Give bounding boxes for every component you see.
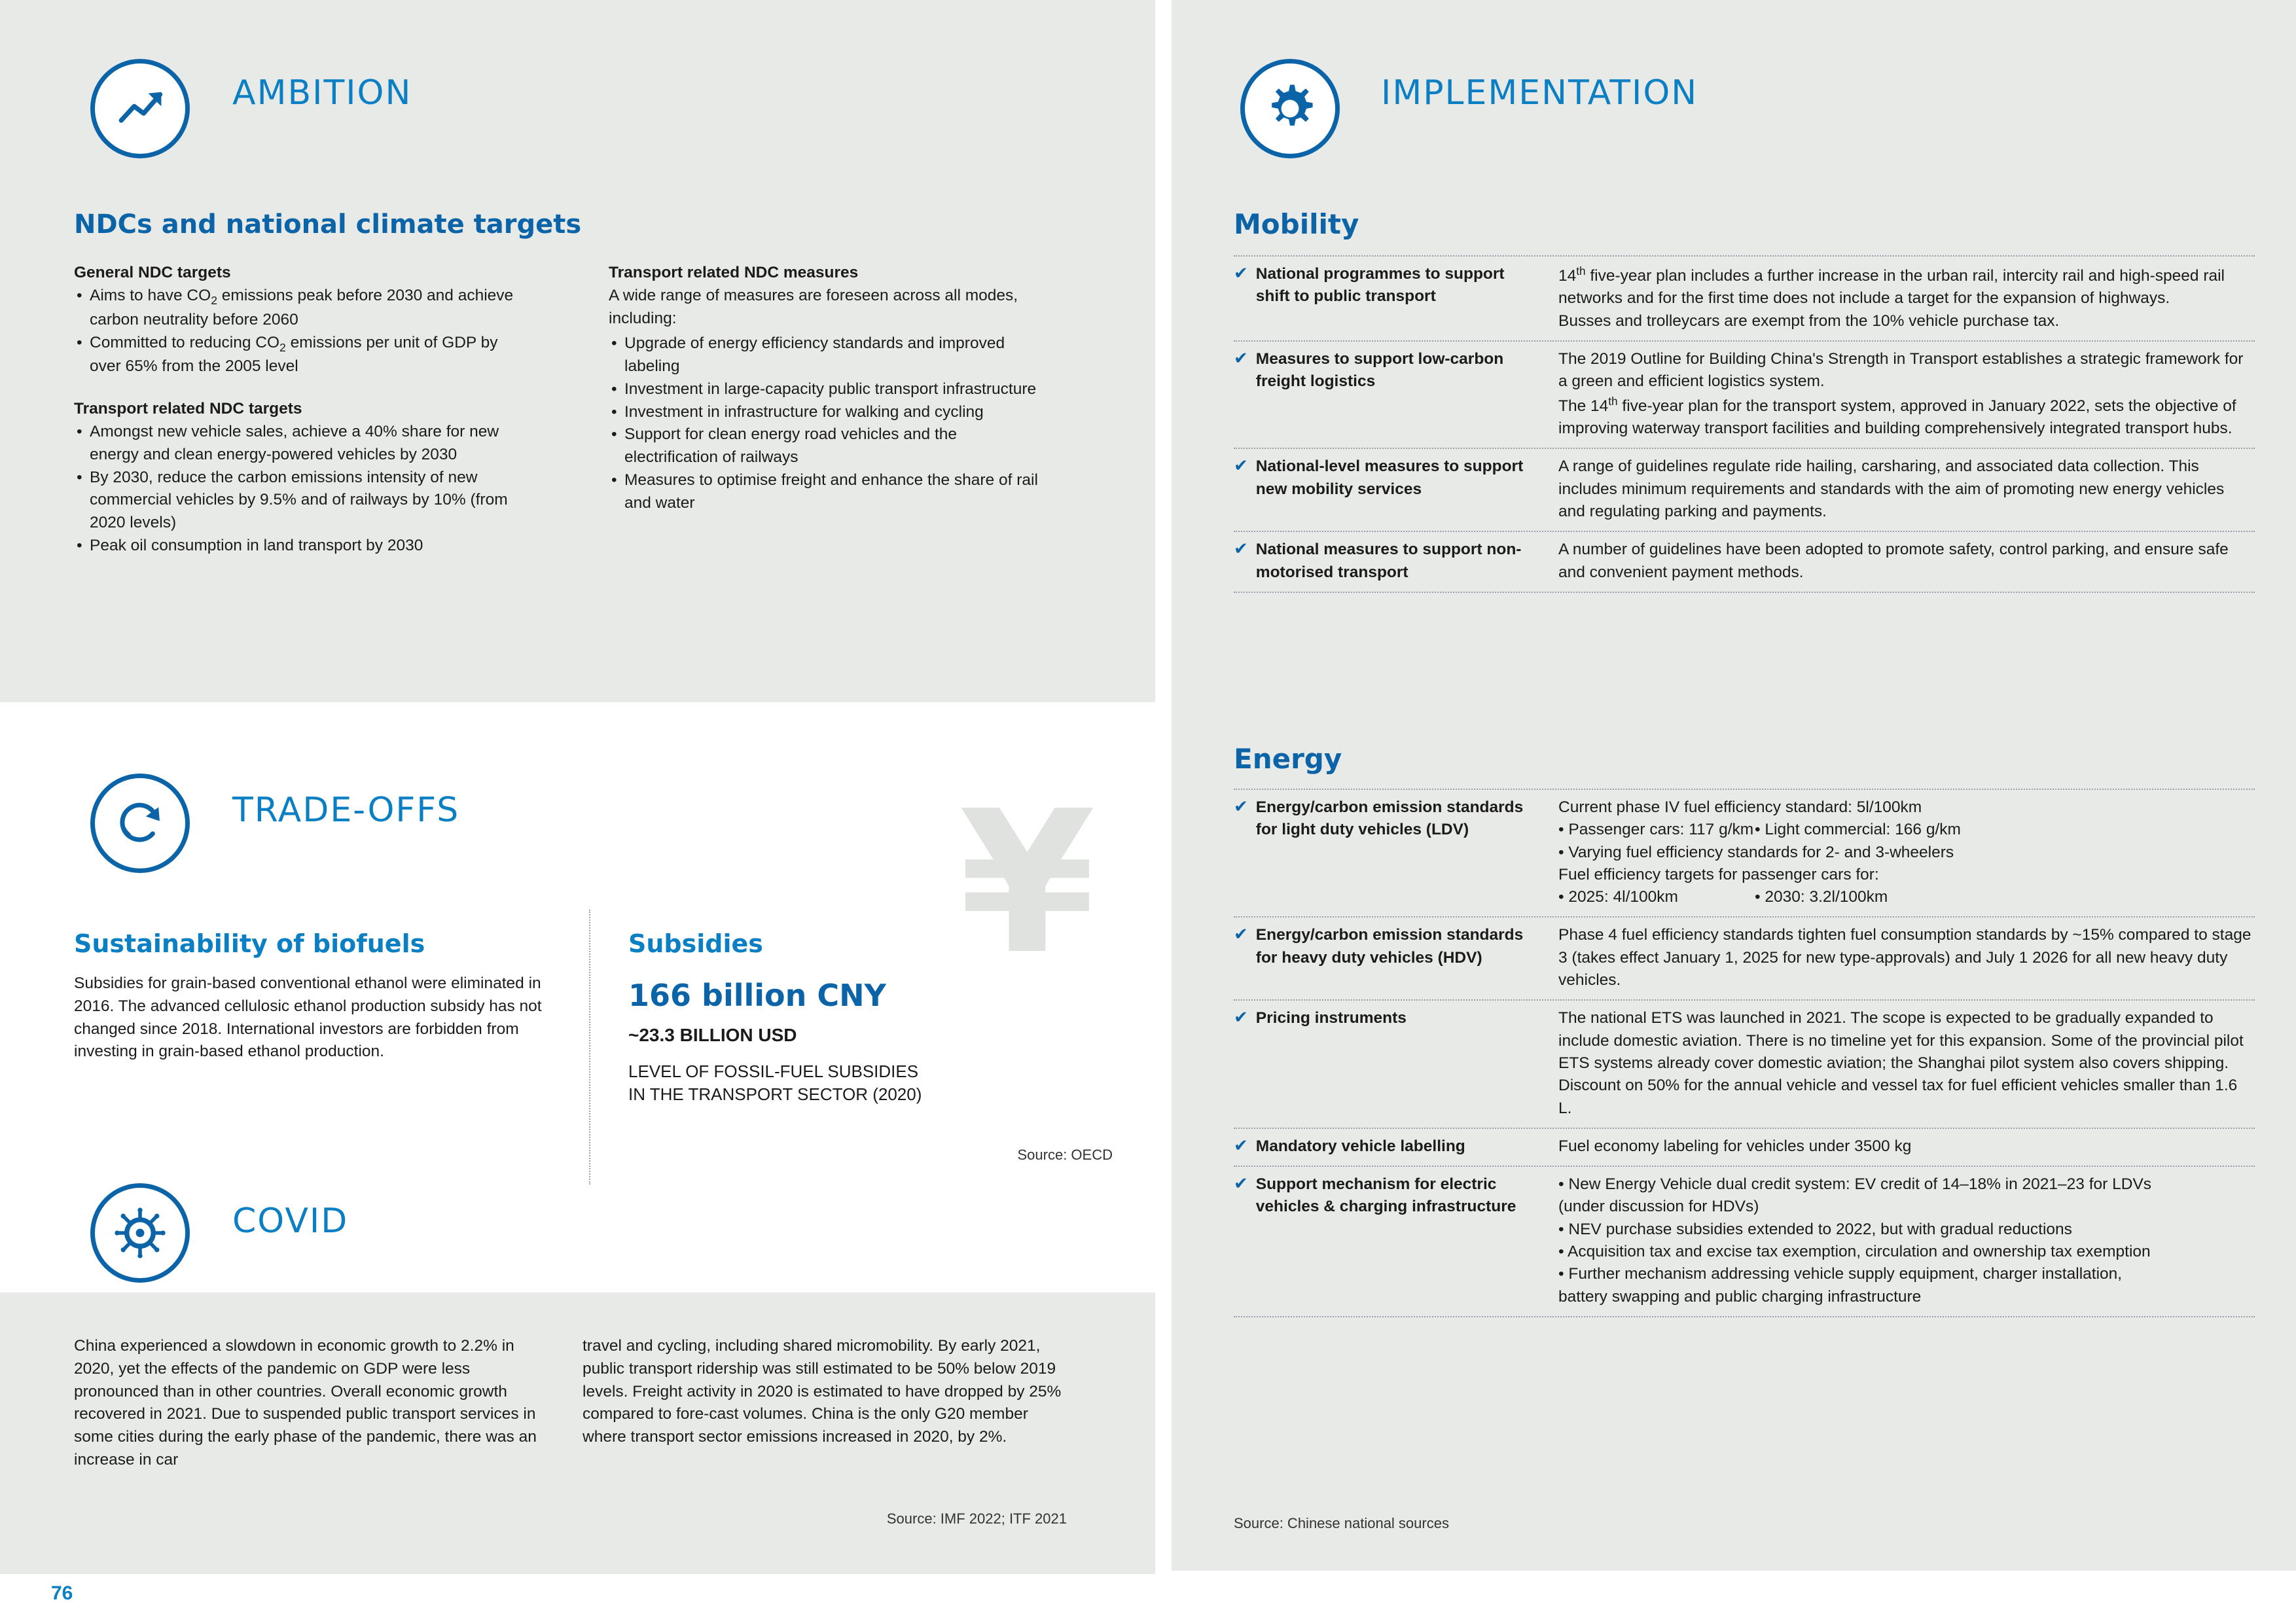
row-label-cell xyxy=(1234,539,1548,584)
row-value-cell: 14th five-year plan includes a further increase in the urban rail, intercity rail and high-speed rail networks and for the first time does not include a target for the expansion of highways. Busses and trolleycars are exempt from the 10% vehicle purchase tax. xyxy=(1558,264,2225,330)
value-line: Current phase IV fuel efficiency standard: 5l/100km xyxy=(1558,798,1922,816)
check-icon: ✔ xyxy=(1234,924,1248,944)
implementation-source: Source: Chinese national sources xyxy=(1234,1515,1449,1531)
list-item: • Upgrade of energy efficiency standards and improved labeling xyxy=(609,332,1047,378)
row-label: Mandatory vehicle labelling xyxy=(1255,1137,1465,1155)
table-row xyxy=(1234,918,2255,1001)
virus-icon xyxy=(90,1183,190,1283)
table-row xyxy=(1234,1129,2255,1167)
value-line: The national ETS was launched in 2021. The scope is expected to be gradually expanded to include domestic aviation. There is no timeline yet for this expansion. Some of the provincial pilot ETS systems already cover domestic aviation; the Shanghai pilot system also covers shipping. xyxy=(1558,1009,2244,1072)
table-row xyxy=(1234,255,2255,342)
list-item: • Committed to reducing $CO_2$ emissions per unit of GDP by over 65% from the 2005 level xyxy=(74,332,532,379)
value-line: • Further mechanism addressing vehicle supply equipment, charger installation, xyxy=(1558,1265,2123,1283)
value-line: • Varying fuel efficiency standards for 2- and 3-wheelers xyxy=(1558,843,1954,861)
row-label: Measures to support low-carbon freight logistics xyxy=(1255,350,1504,391)
check-icon: ✔ xyxy=(1234,796,1248,816)
transport-ndc-measures-label: Transport related NDC measures xyxy=(609,264,859,281)
covid-source: Source: IMF 2022; ITF 2021 xyxy=(886,1510,1067,1527)
check-icon: ✔ xyxy=(1234,539,1248,559)
general-ndc-bullets xyxy=(74,285,532,378)
subsidies-heading: Subsidies xyxy=(628,929,763,958)
check-icon: ✔ xyxy=(1234,1007,1248,1027)
value-line: • Passenger cars: 117 g/km • Light commercial: 166 g/km xyxy=(1558,821,1961,839)
row-label-cell xyxy=(1234,263,1548,332)
row-label: Energy/carbon emission standards for heavy duty vehicles (HDV) xyxy=(1255,926,1524,967)
row-label-cell xyxy=(1234,348,1548,440)
value-line: Discount on 50% for the annual vehicle and vessel tax for fuel efficient vehicles smaller than 1.6 L. xyxy=(1558,1077,2238,1117)
check-icon: ✔ xyxy=(1234,348,1248,368)
ambition-heading: NDCs and national climate targets xyxy=(74,209,582,240)
transport-ndc-targets-label: Transport related NDC targets xyxy=(74,400,302,418)
value-line: battery swapping and public charging infrastructure xyxy=(1558,1287,1922,1306)
ambition-title: AMBITION xyxy=(232,73,412,113)
right-column xyxy=(1172,0,2296,1623)
energy-table xyxy=(1234,789,2255,1317)
row-value-cell: A number of guidelines have been adopted to promote safety, control parking, and ensure safe and convenient payment methods. xyxy=(1558,541,2229,581)
page-number: 76 xyxy=(51,1582,73,1604)
row-label-cell xyxy=(1234,1007,1548,1119)
vertical-divider xyxy=(589,910,590,1185)
trend-up-arrow-icon xyxy=(90,59,190,158)
ambition-col-2 xyxy=(609,262,1047,515)
mobility-table xyxy=(1234,255,2255,593)
subsidies-caption-line1: LEVEL OF FOSSIL-FUEL SUBSIDIES xyxy=(628,1061,919,1081)
value-line: • 2025: 4l/100km • 2030: 3.2l/100km xyxy=(1558,888,1888,906)
table-row xyxy=(1234,532,2255,593)
subsidies-block xyxy=(628,929,1113,1164)
subsidies-amount: 166 billion CNY xyxy=(628,978,886,1013)
list-item: • Investment in large-capacity public transport infrastructure xyxy=(609,378,1047,401)
recycle-arrows-icon xyxy=(90,774,190,873)
row-value-cell xyxy=(1548,1173,2255,1308)
biofuels-text: Subsidies for grain-based conventional ethanol were eliminated in 2016. The advanced cellulosic ethanol production subsidy has not changed since 2018. International investors are forbidden from investing in grain-based ethanol production. xyxy=(74,974,542,1061)
check-icon: ✔ xyxy=(1234,1173,1248,1194)
subsidies-caption-line2: IN THE TRANSPORT SECTOR (2020) xyxy=(628,1084,922,1105)
biofuels-block xyxy=(74,929,552,1063)
row-value-cell: Fuel economy labeling for vehicles under 3500 kg xyxy=(1558,1137,1912,1155)
ambition-col-1 xyxy=(74,262,532,558)
check-icon: ✔ xyxy=(1234,263,1248,283)
row-label-cell xyxy=(1234,924,1548,991)
row-label-cell xyxy=(1234,1173,1548,1308)
subsidies-source: Source: OECD xyxy=(1017,1147,1113,1164)
table-row xyxy=(1234,449,2255,532)
row-value-cell: Phase 4 fuel efficiency standards tighten fuel consumption standards by ~15% compared to stage 3 (takes effect January 1, 2025 for new type-approvals) and July 1 2026 for all new heavy duty vehicles. xyxy=(1558,926,2251,990)
yen-symbol: ¥ xyxy=(959,769,1096,997)
row-value-cell xyxy=(1548,1007,2255,1119)
covid-title: COVID xyxy=(232,1202,349,1241)
list-item: • By 2030, reduce the carbon emissions intensity of new commercial vehicles by 9.5% and of railways by 10% (from 2020 levels) xyxy=(74,467,532,535)
row-label: National measures to support non-motorised transport xyxy=(1255,541,1522,581)
value-line: • Acquisition tax and excise tax exemption, circulation and ownership tax exemption xyxy=(1558,1243,2151,1261)
gear-icon xyxy=(1240,59,1340,158)
general-ndc-targets-label: General NDC targets xyxy=(74,264,231,281)
table-row xyxy=(1234,342,2255,449)
energy-heading: Energy xyxy=(1234,743,1342,775)
row-label: National programmes to support shift to public transport xyxy=(1255,265,1505,306)
implementation-title: IMPLEMENTATION xyxy=(1381,73,1698,113)
row-label: Support mechanism for electric vehicles & charging infrastructure xyxy=(1255,1175,1516,1216)
list-item: • Amongst new vehicle sales, achieve a 40% share for new energy and clean energy-powered vehicles by 2030 xyxy=(74,421,532,467)
mobility-heading: Mobility xyxy=(1234,208,1359,240)
row-label: National-level measures to support new mobility services xyxy=(1255,457,1524,498)
value-line: Fuel efficiency targets for passenger cars for: xyxy=(1558,865,1879,883)
table-row xyxy=(1234,1167,2255,1317)
covid-text-col1: China experienced a slowdown in economic growth to 2.2% in 2020, yet the effects of the pandemic on GDP were less pronounced than in other countries. Overall economic growth recovered in 2021. Due to suspended public transport services in some cities during the early phase of the pandemic, there was an increase in car xyxy=(74,1337,537,1469)
transport-ndc-bullets xyxy=(74,421,532,558)
value-line: (under discussion for HDVs) xyxy=(1558,1198,1759,1216)
subsidies-amount-usd: ~23.3 BILLION USD xyxy=(628,1025,797,1045)
value-line: • NEV purchase subsidies extended to 2022, but with gradual reductions xyxy=(1558,1220,2072,1238)
check-icon: ✔ xyxy=(1234,1135,1248,1155)
list-item: • Aims to have $CO_2$ emissions peak before 2030 and achieve carbon neutrality before 2060 xyxy=(74,285,532,332)
biofuels-heading: Sustainability of biofuels xyxy=(74,929,425,958)
tradeoffs-title: TRADE-OFFS xyxy=(232,791,460,830)
covid-text-col2: travel and cycling, including shared micromobility. By early 2021, public transport ridership was still estimated to be 50% below 2019 levels. Freight activity in 2020 is estimated to have dropped by 25% compared to fore-cast volumes. China is the only G20 member where transport sector emissions increased in 2020, by 2%. xyxy=(583,1337,1062,1446)
list-item: • Peak oil consumption in land transport by 2030 xyxy=(74,535,532,558)
table-row xyxy=(1234,789,2255,918)
row-label-cell xyxy=(1234,796,1548,908)
row-label-cell xyxy=(1234,1135,1548,1158)
row-label: Energy/carbon emission standards for light duty vehicles (LDV) xyxy=(1255,798,1524,839)
row-value-cell xyxy=(1548,796,2255,908)
row-label-cell xyxy=(1234,455,1548,523)
check-icon: ✔ xyxy=(1234,455,1248,476)
list-item: • Support for clean energy road vehicles and the electrification of railways xyxy=(609,423,1047,469)
list-item: • Measures to optimise freight and enhance the share of rail and water xyxy=(609,469,1047,515)
table-row xyxy=(1234,1001,2255,1128)
value-line: • New Energy Vehicle dual credit system: EV credit of 14–18% in 2021–23 for LDVs xyxy=(1558,1175,2152,1194)
transport-ndc-measures-intro: A wide range of measures are foreseen across all modes, including: xyxy=(609,286,1018,327)
row-value-cell: The 2019 Outline for Building China's Strength in Transport establishes a strategic framework for a green and efficient logistics system. The 14th five-year plan for the transport system, approved in January 2022, sets the objective of improving waterway transport facilities and building comprehensively integrated transport hubs. xyxy=(1558,350,2244,438)
row-value-cell: A range of guidelines regulate ride hailing, carsharing, and associated data collection. This includes minimum requirements and standards with the aim of promoting new energy vehicles and regulating parking and payments. xyxy=(1558,457,2225,520)
row-label: Pricing instruments xyxy=(1255,1009,1407,1027)
list-item: • Investment in infrastructure for walking and cycling xyxy=(609,401,1047,424)
transport-ndc-measures-bullets xyxy=(609,332,1047,514)
